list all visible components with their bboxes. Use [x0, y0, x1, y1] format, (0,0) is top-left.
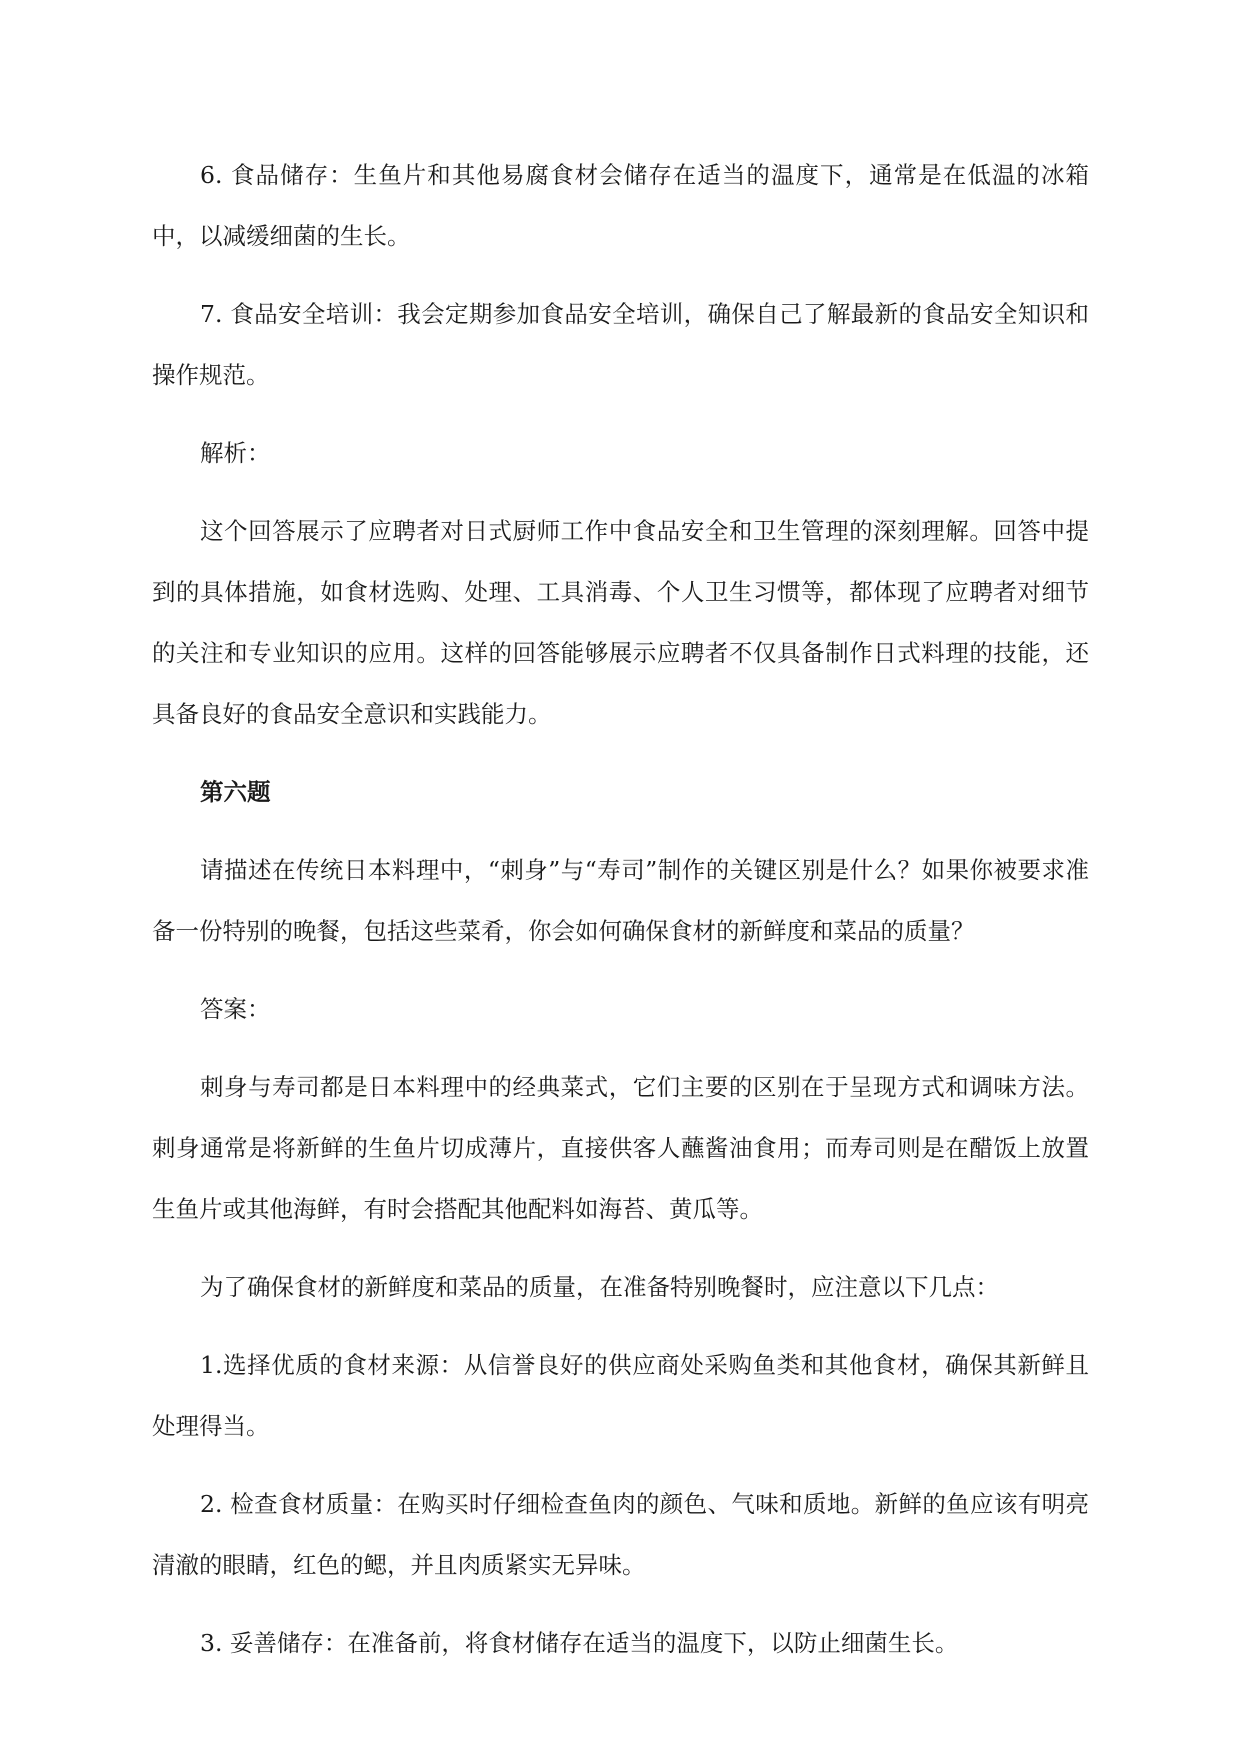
paragraph-food-storage: 6. 食品储存：生鱼片和其他易腐食材会储存在适当的温度下，通常是在低温的冰箱中，以减缓细菌的生长。	[152, 161, 1089, 250]
paragraph-question: 请描述在传统日本料理中，“刺身”与“寿司”制作的关键区别是什么？如果你被要求准备一份特别的晚餐，包括这些菜肴，你会如何确保食材的新鲜度和菜品的质量？	[152, 856, 1089, 945]
answer-label: 答案：	[200, 995, 271, 1023]
paragraph-answer-difference: 刺身与寿司都是日本料理中的经典菜式，它们主要的区别在于呈现方式和调味方法。刺身通常是将新鲜的生鱼片切成薄片，直接供客人蘸酱油食用；而寿司则是在醋饭上放置生鱼片或其他海鲜，有时会搭配其他配料如海苔、黄瓜等。	[152, 1073, 1089, 1223]
paragraph-point-2: 2. 检查食材质量：在购买时仔细检查鱼肉的颜色、气味和质地。新鲜的鱼应该有明亮清澈的眼睛，红色的鳃，并且肉质紧实无异味。	[152, 1490, 1089, 1579]
paragraph-answer-intro: 为了确保食材的新鲜度和菜品的质量，在准备特别晚餐时，应注意以下几点：	[200, 1273, 999, 1301]
paragraph-point-3: 3. 妥善储存：在准备前，将食材储存在适当的温度下，以防止细菌生长。	[200, 1629, 959, 1657]
analysis-label: 解析：	[200, 439, 271, 467]
paragraph-point-1: 1.选择优质的食材来源：从信誉良好的供应商处采购鱼类和其他食材，确保其新鲜且处理得当。	[152, 1351, 1089, 1440]
paragraph-food-safety-training: 7. 食品安全培训：我会定期参加食品安全培训，确保自己了解最新的食品安全知识和操作规范。	[152, 300, 1089, 389]
paragraph-analysis: 这个回答展示了应聘者对日式厨师工作中食品安全和卫生管理的深刻理解。回答中提到的具体措施，如食材选购、处理、工具消毒、个人卫生习惯等，都体现了应聘者对细节的关注和专业知识的应用。这样的回答能够展示应聘者不仅具备制作日式料理的技能，还具备良好的食品安全意识和实践能力。	[152, 517, 1089, 728]
question-six-heading: 第六题	[200, 778, 271, 806]
